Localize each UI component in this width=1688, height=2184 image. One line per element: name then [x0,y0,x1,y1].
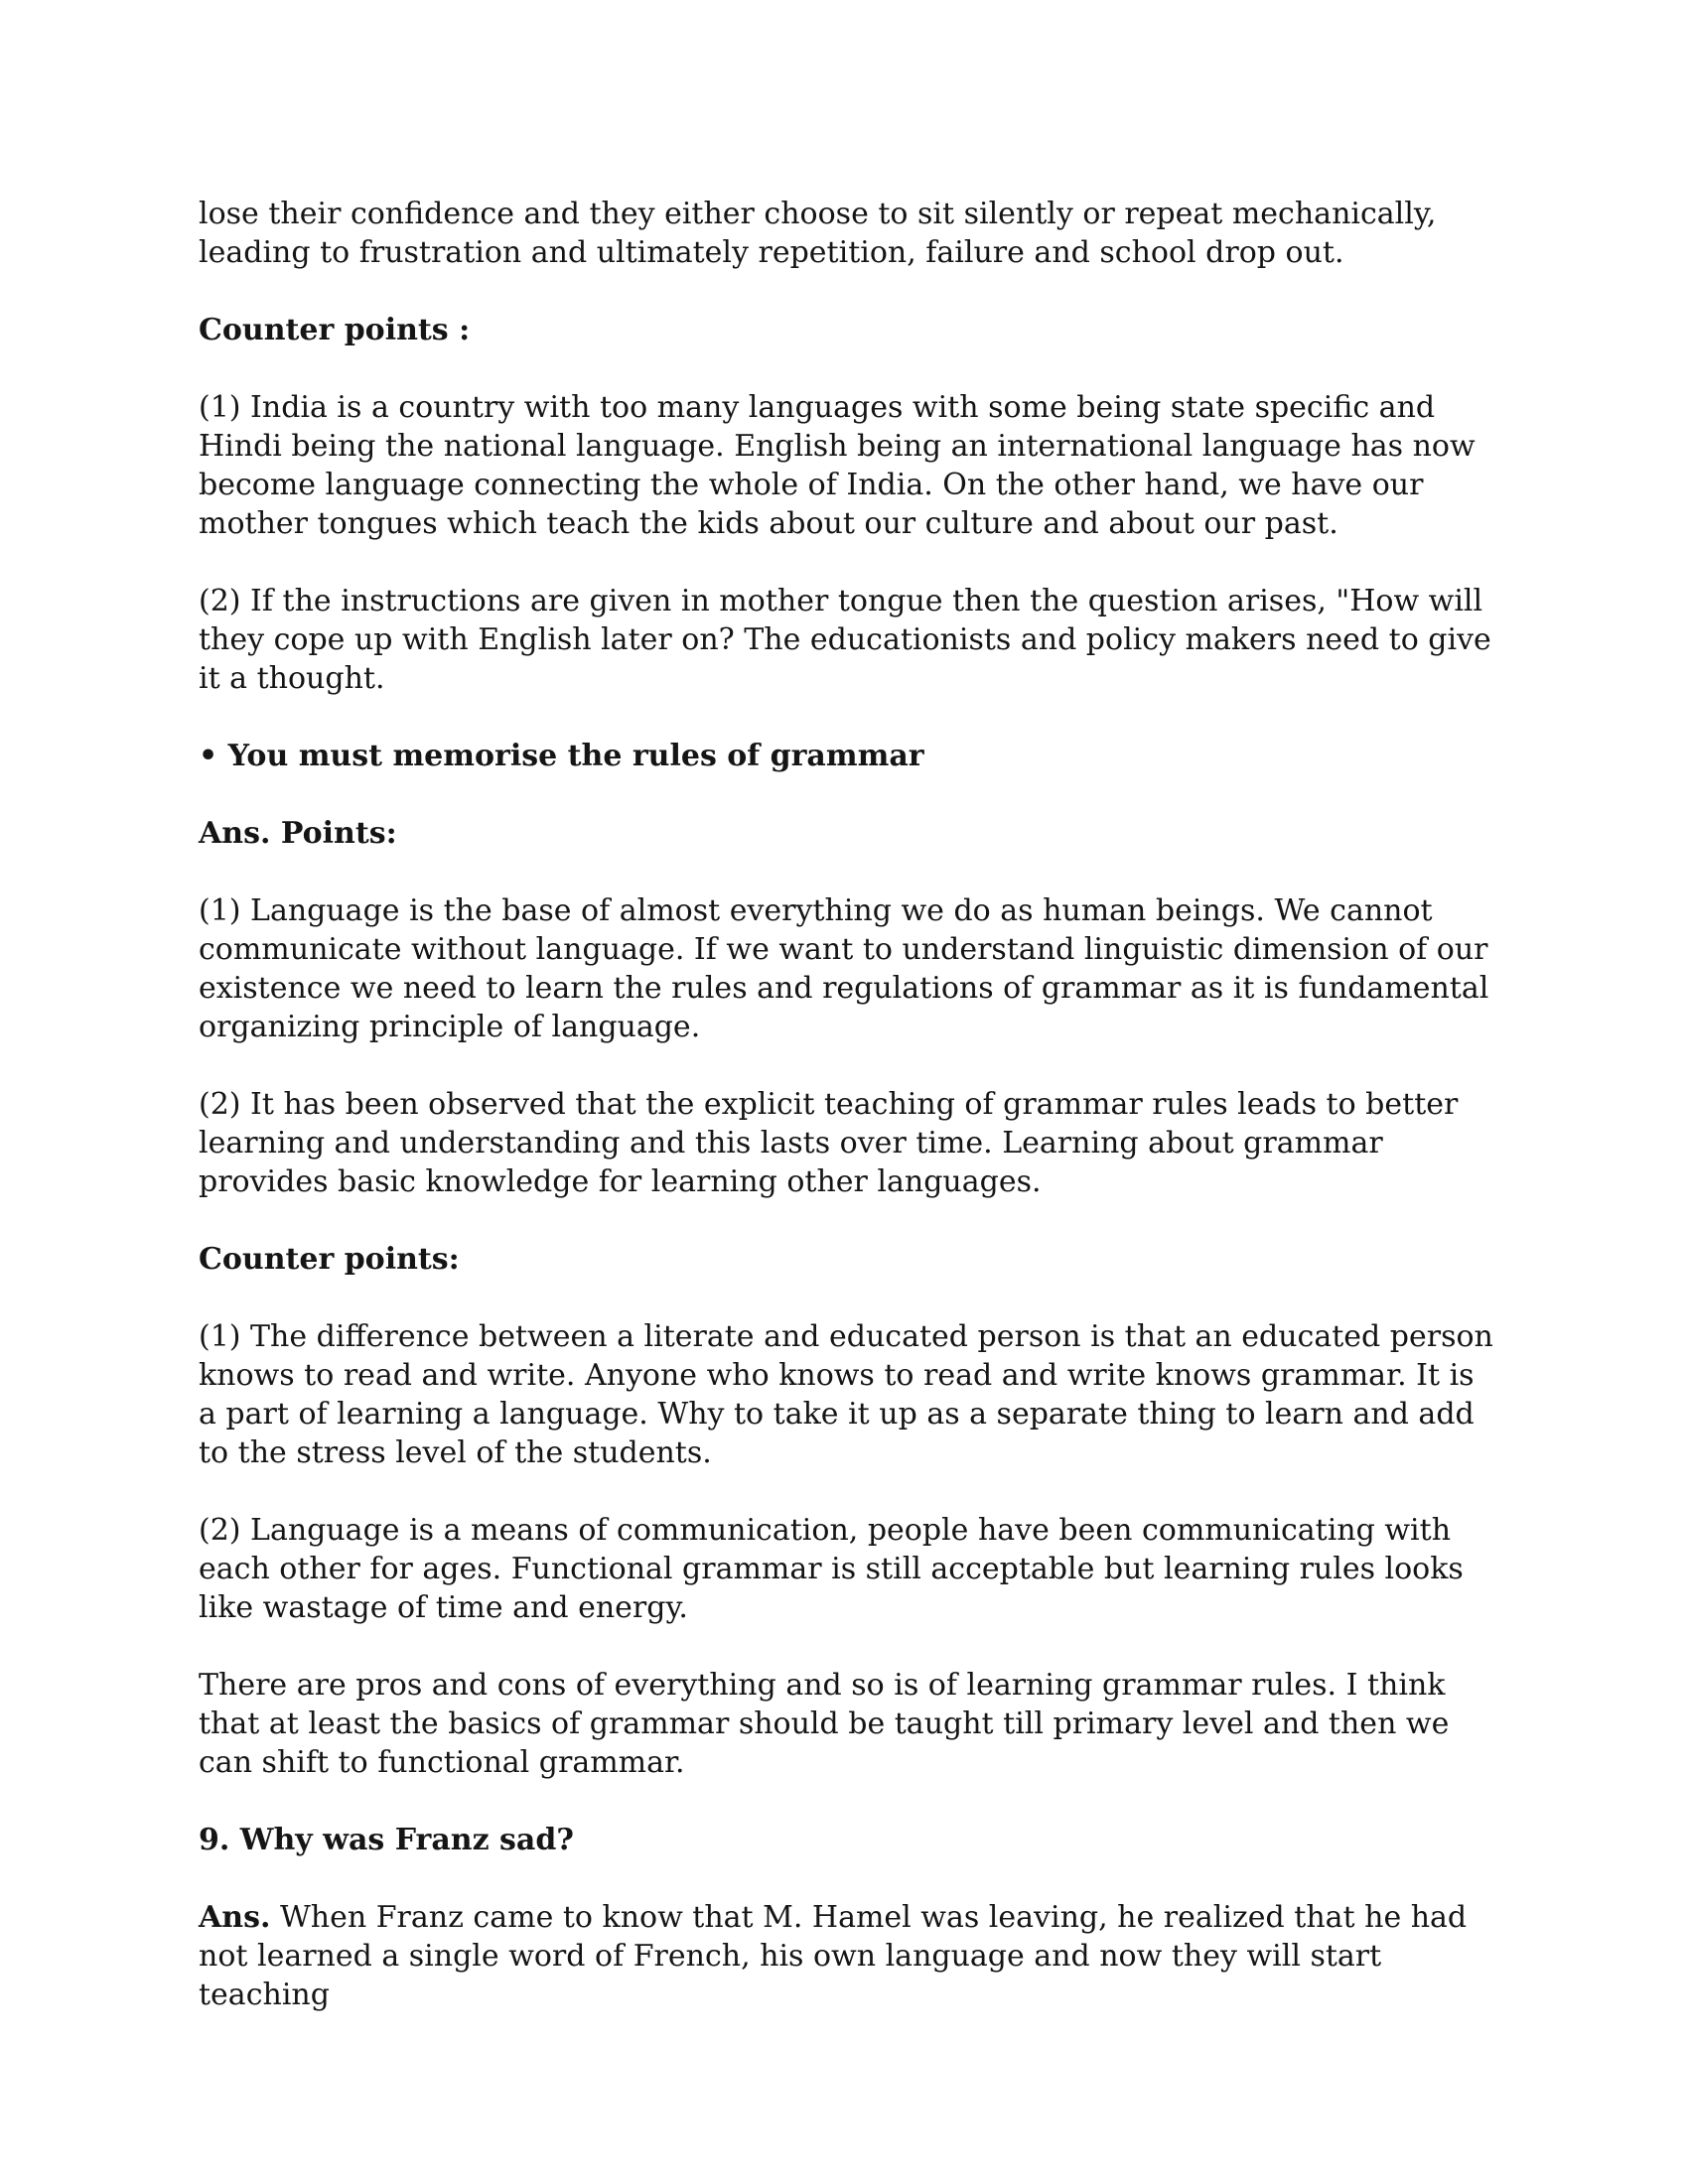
answer-text: When Franz came to know that M. Hamel was leaving, he realized that he had not learned a single word of French, his own language and now they will start teaching [199,1900,1468,2012]
paragraph-continuation: lose their confidence and they either choose to sit silently or repeat mechanically, leading to frustration and ultimately repetition, failure and school drop out. [199,197,1437,270]
paragraph-counter-point-1b: (1) The difference between a literate and educated person is that an educated person knows to read and write. Anyone who knows to read and write knows grammar. It is a part of learning a language. Why to take it up as a separate thing to learn and add to the stress level of the students. [199,1319,1493,1470]
paragraph-point-1: (1) Language is the base of almost everything we do as human beings. We cannot communicate without language. If we want to understand linguistic dimension of our existence we need to learn the rules and regulations of grammar as it is fundamental organizing principle of language. [199,893,1489,1044]
paragraph-counter-point-1: (1) India is a country with too many languages with some being state specific and Hindi being the national language. English being an international language has now become language connecting the whole of India. On the other hand, we have our mother tongues which teach the kids about our culture and about our past. [199,390,1476,541]
heading-memorise-grammar: • You must memorise the rules of grammar [199,739,924,773]
paragraph-counter-point-2b: (2) Language is a means of communication, people have been communicating with each other for ages. Functional grammar is still acceptable but learning rules looks like wastage of time and energy. [199,1513,1464,1625]
document-page [199,195,1499,2053]
heading-counter-points-2: Counter points: [199,1242,460,1277]
heading-counter-points: Counter points : [199,313,471,347]
paragraph-conclusion: There are pros and cons of everything and so is of learning grammar rules. I think that at least the basics of grammar should be taught till primary level and then we can shift to functional grammar. [199,1668,1450,1780]
heading-question-9: 9. Why was Franz sad? [199,1823,574,1857]
answer-lead: Ans. [199,1900,271,1935]
heading-ans-points: Ans. Points: [199,816,397,851]
paragraph-point-2: (2) It has been observed that the explicit teaching of grammar rules leads to better learning and understanding and this lasts over time. Learning about grammar provides basic knowledge for learning other languages. [199,1087,1459,1199]
paragraph-answer-9 [199,1898,1499,2014]
paragraph-counter-point-2: (2) If the instructions are given in mother tongue then the question arises, "How will they cope up with English later on? The educationists and policy makers need to give it a thought. [199,584,1491,696]
